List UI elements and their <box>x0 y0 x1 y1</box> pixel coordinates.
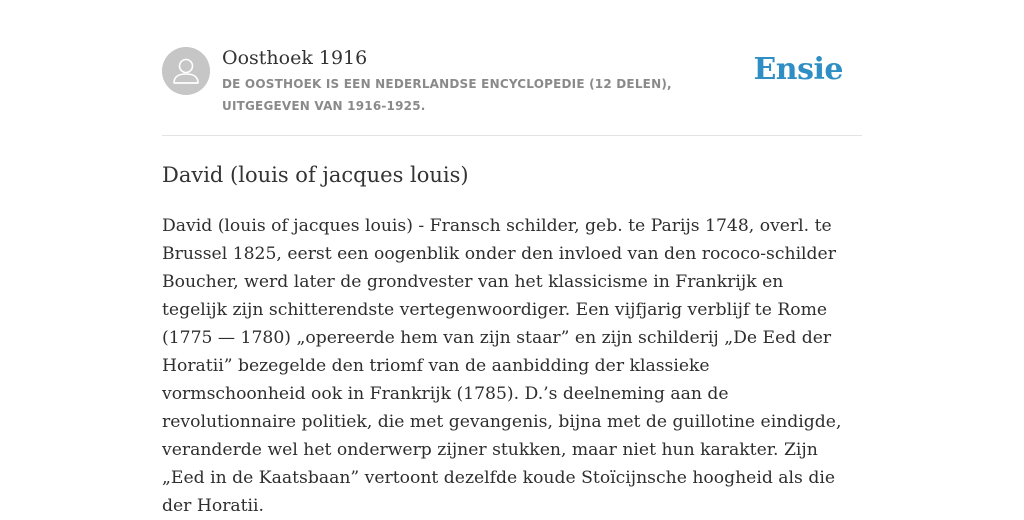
source-header <box>162 46 862 136</box>
source-name[interactable]: Oosthoek 1916 <box>222 47 368 69</box>
brand-logo[interactable]: Ensie <box>753 52 843 87</box>
article-body: David (louis of jacques louis) - Fransch schilder, geb. te Parijs 1748, overl. te Brussel 1825, eerst een oogenblik onder den invloed van den rococo-schilder Boucher, werd later de grondvester van het klassicisme in Frankrijk en tegelijk zijn schitterendste vertegenwoordiger. Een vijfjarig verblijf te Rome (1775 — 1780) „opereerde hem van zijn staar” en zijn schilderij „De Eed der Horatii” bezegelde den triomf van de aanbidding der klassieke vormschoonheid ook in Frankrijk (1785). D.’s deelneming aan de revolutionnaire politiek, die met gevangenis, bijna met de guillotine eindigde, veranderde wel het onderwerp zijner stukken, maar niet hun karakter. Zijn „Eed in de Kaatsbaan” vertoont dezelfde koude Stoïcijnsche hoogheid als die der Horatii. <box>162 216 842 516</box>
article-title: David (louis of jacques louis) <box>162 163 469 187</box>
source-description: DE OOSTHOEK IS EEN NEDERLANDSE ENCYCLOPEDIE (12 DELEN), UITGEGEVEN VAN 1916-1925. <box>222 77 672 113</box>
header-divider <box>162 135 862 136</box>
user-icon[interactable] <box>162 47 210 95</box>
